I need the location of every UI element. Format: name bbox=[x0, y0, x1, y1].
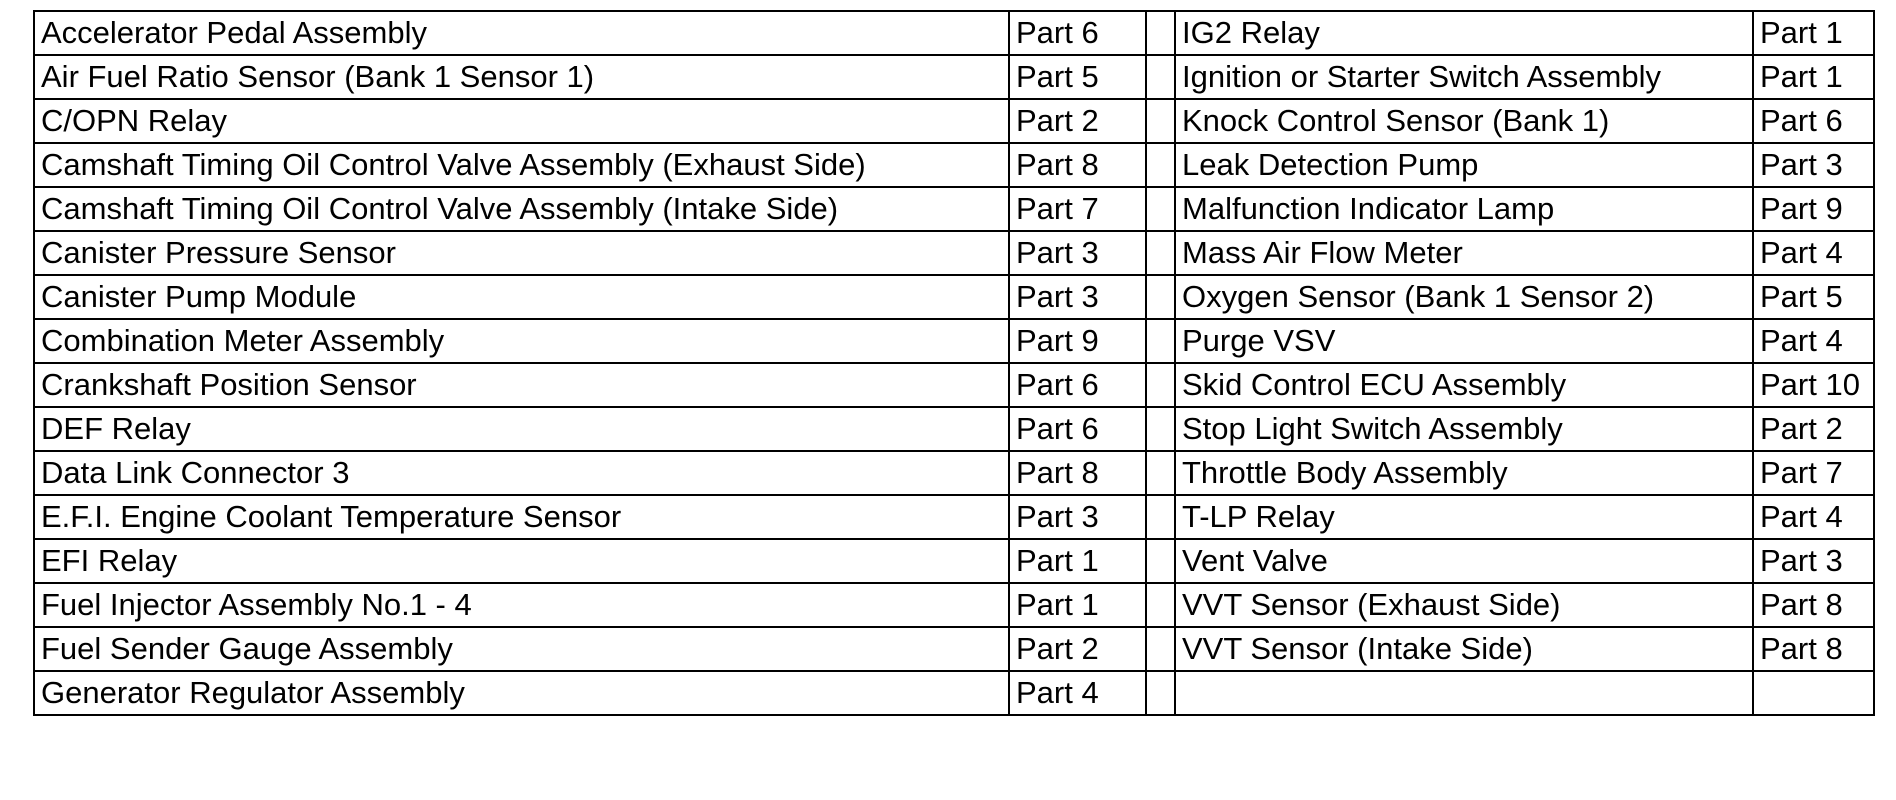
table-row bbox=[34, 495, 1874, 539]
part-number-cell: Part 8 bbox=[1753, 627, 1874, 671]
part-number-cell: Part 10 bbox=[1753, 363, 1874, 407]
component-name-cell: EFI Relay bbox=[34, 539, 1009, 583]
part-number-cell: Part 4 bbox=[1009, 671, 1146, 715]
component-name-cell: Skid Control ECU Assembly bbox=[1175, 363, 1753, 407]
component-name-cell: Ignition or Starter Switch Assembly bbox=[1175, 55, 1753, 99]
column-gap-cell bbox=[1146, 187, 1175, 231]
column-gap-cell bbox=[1146, 363, 1175, 407]
table-row bbox=[34, 407, 1874, 451]
part-number-cell: Part 3 bbox=[1009, 231, 1146, 275]
component-name-cell: Canister Pump Module bbox=[34, 275, 1009, 319]
part-number-cell: Part 1 bbox=[1009, 539, 1146, 583]
part-number-cell: Part 8 bbox=[1009, 451, 1146, 495]
part-number-cell: Part 6 bbox=[1753, 99, 1874, 143]
column-gap-cell bbox=[1146, 275, 1175, 319]
column-gap-cell bbox=[1146, 99, 1175, 143]
part-number-cell: Part 1 bbox=[1753, 55, 1874, 99]
part-number-cell: Part 7 bbox=[1009, 187, 1146, 231]
component-name-cell: VVT Sensor (Exhaust Side) bbox=[1175, 583, 1753, 627]
table-row bbox=[34, 11, 1874, 55]
table-row bbox=[34, 99, 1874, 143]
part-number-cell: Part 1 bbox=[1753, 11, 1874, 55]
component-name-cell: Stop Light Switch Assembly bbox=[1175, 407, 1753, 451]
component-name-cell: Purge VSV bbox=[1175, 319, 1753, 363]
part-number-cell: Part 4 bbox=[1753, 495, 1874, 539]
column-gap-cell bbox=[1146, 627, 1175, 671]
table-row bbox=[34, 187, 1874, 231]
part-number-cell: Part 5 bbox=[1753, 275, 1874, 319]
column-gap-cell bbox=[1146, 143, 1175, 187]
table-row bbox=[34, 143, 1874, 187]
part-number-cell: Part 6 bbox=[1009, 363, 1146, 407]
component-name-cell: Canister Pressure Sensor bbox=[34, 231, 1009, 275]
table-row bbox=[34, 319, 1874, 363]
table-row bbox=[34, 231, 1874, 275]
component-name-cell: Camshaft Timing Oil Control Valve Assembly (Exhaust Side) bbox=[34, 143, 1009, 187]
part-number-cell: Part 2 bbox=[1753, 407, 1874, 451]
component-name-cell: T-LP Relay bbox=[1175, 495, 1753, 539]
component-name-cell: Camshaft Timing Oil Control Valve Assembly (Intake Side) bbox=[34, 187, 1009, 231]
component-name-cell: Knock Control Sensor (Bank 1) bbox=[1175, 99, 1753, 143]
column-gap-cell bbox=[1146, 539, 1175, 583]
part-number-cell: Part 8 bbox=[1753, 583, 1874, 627]
part-number-cell: Part 7 bbox=[1753, 451, 1874, 495]
table-row bbox=[34, 671, 1874, 715]
part-number-cell: Part 8 bbox=[1009, 143, 1146, 187]
part-number-cell: Part 9 bbox=[1753, 187, 1874, 231]
component-name-cell bbox=[1175, 671, 1753, 715]
component-name-cell: Fuel Sender Gauge Assembly bbox=[34, 627, 1009, 671]
component-name-cell: Oxygen Sensor (Bank 1 Sensor 2) bbox=[1175, 275, 1753, 319]
component-name-cell: C/OPN Relay bbox=[34, 99, 1009, 143]
part-number-cell: Part 4 bbox=[1753, 319, 1874, 363]
part-number-cell: Part 3 bbox=[1753, 143, 1874, 187]
column-gap-cell bbox=[1146, 495, 1175, 539]
component-name-cell: Data Link Connector 3 bbox=[34, 451, 1009, 495]
table-row bbox=[34, 55, 1874, 99]
column-gap-cell bbox=[1146, 319, 1175, 363]
component-name-cell: Generator Regulator Assembly bbox=[34, 671, 1009, 715]
column-gap-cell bbox=[1146, 231, 1175, 275]
column-gap-cell bbox=[1146, 407, 1175, 451]
component-name-cell: Combination Meter Assembly bbox=[34, 319, 1009, 363]
component-name-cell: Vent Valve bbox=[1175, 539, 1753, 583]
part-number-cell: Part 5 bbox=[1009, 55, 1146, 99]
part-number-cell: Part 3 bbox=[1753, 539, 1874, 583]
parts-location-table bbox=[33, 10, 1875, 716]
component-name-cell: Fuel Injector Assembly No.1 - 4 bbox=[34, 583, 1009, 627]
part-number-cell: Part 3 bbox=[1009, 275, 1146, 319]
part-number-cell: Part 6 bbox=[1009, 407, 1146, 451]
column-gap-cell bbox=[1146, 55, 1175, 99]
table-row bbox=[34, 627, 1874, 671]
component-name-cell: Accelerator Pedal Assembly bbox=[34, 11, 1009, 55]
table-row bbox=[34, 275, 1874, 319]
component-name-cell: IG2 Relay bbox=[1175, 11, 1753, 55]
part-number-cell: Part 4 bbox=[1753, 231, 1874, 275]
table-row bbox=[34, 451, 1874, 495]
table-row bbox=[34, 583, 1874, 627]
component-name-cell: Throttle Body Assembly bbox=[1175, 451, 1753, 495]
part-number-cell: Part 3 bbox=[1009, 495, 1146, 539]
parts-table-body bbox=[34, 11, 1874, 715]
part-number-cell: Part 2 bbox=[1009, 99, 1146, 143]
table-row bbox=[34, 363, 1874, 407]
component-name-cell: Crankshaft Position Sensor bbox=[34, 363, 1009, 407]
part-number-cell: Part 9 bbox=[1009, 319, 1146, 363]
column-gap-cell bbox=[1146, 583, 1175, 627]
column-gap-cell bbox=[1146, 451, 1175, 495]
part-number-cell: Part 1 bbox=[1009, 583, 1146, 627]
table-row bbox=[34, 539, 1874, 583]
part-number-cell: Part 6 bbox=[1009, 11, 1146, 55]
component-name-cell: E.F.I. Engine Coolant Temperature Sensor bbox=[34, 495, 1009, 539]
component-name-cell: Leak Detection Pump bbox=[1175, 143, 1753, 187]
component-name-cell: Malfunction Indicator Lamp bbox=[1175, 187, 1753, 231]
component-name-cell: Mass Air Flow Meter bbox=[1175, 231, 1753, 275]
part-number-cell bbox=[1753, 671, 1874, 715]
component-name-cell: VVT Sensor (Intake Side) bbox=[1175, 627, 1753, 671]
component-name-cell: Air Fuel Ratio Sensor (Bank 1 Sensor 1) bbox=[34, 55, 1009, 99]
part-number-cell: Part 2 bbox=[1009, 627, 1146, 671]
component-name-cell: DEF Relay bbox=[34, 407, 1009, 451]
column-gap-cell bbox=[1146, 671, 1175, 715]
column-gap-cell bbox=[1146, 11, 1175, 55]
